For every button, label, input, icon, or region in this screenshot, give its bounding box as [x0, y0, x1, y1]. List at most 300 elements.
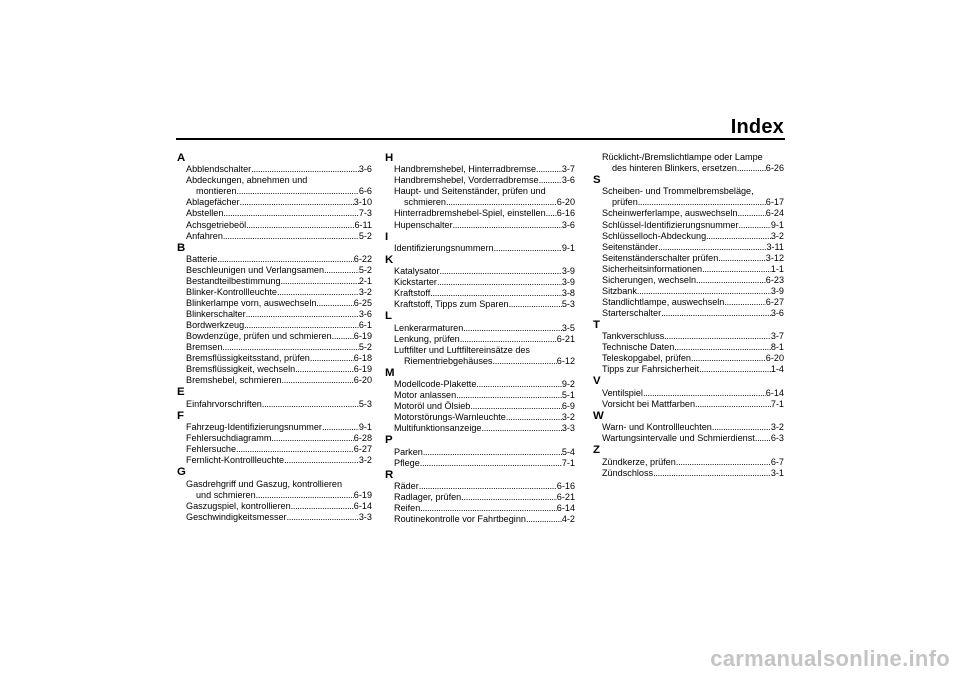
dot-leader — [658, 242, 766, 253]
index-entry-text: Bremsen — [186, 342, 223, 353]
index-page-number: 3-2 — [358, 455, 372, 466]
index-entry-text: Gaszugspiel, kontrollieren — [186, 500, 291, 511]
index-column-2 — [385, 152, 575, 525]
index-entry-text: Tipps zur Fahrsicherheit — [602, 364, 700, 375]
index-entry — [593, 457, 784, 468]
dot-leader — [661, 308, 771, 319]
index-entry-text: Zündschloss — [602, 467, 654, 478]
index-entry — [593, 275, 784, 286]
dot-leader — [324, 265, 359, 276]
index-entry — [177, 276, 372, 287]
dot-leader — [236, 186, 358, 197]
index-entry-text: Motor anlassen — [394, 390, 457, 401]
index-entry — [177, 512, 372, 523]
index-page-number: 6-14 — [556, 503, 575, 514]
dot-leader — [222, 342, 358, 353]
index-entry — [593, 422, 784, 433]
index-entry-text: Achsgetriebeöl — [186, 219, 247, 230]
index-page-number: 3-6 — [561, 219, 575, 230]
index-entry — [593, 308, 784, 319]
index-entry-text: Scheinwerferlampe, auswechseln — [602, 208, 738, 219]
section-letter: P — [385, 434, 393, 447]
index-entry — [177, 287, 372, 298]
dot-leader — [492, 356, 556, 367]
index-entry — [177, 197, 372, 208]
index-entry-text: Hinterradbremshebel-Spiel, einstellen — [394, 208, 546, 219]
index-entry-text: Zündkerze, prüfen — [602, 456, 676, 467]
index-entry-text: Kraftstoff — [394, 288, 431, 299]
index-page-number: 3-2 — [561, 412, 575, 423]
index-page-number: 6-3 — [770, 433, 784, 444]
index-entry — [593, 253, 784, 264]
dot-leader — [653, 468, 771, 479]
page-title: Index — [730, 116, 784, 138]
index-page-number: 6-20 — [765, 353, 784, 364]
index-entry-text: Hupenschalter — [394, 219, 453, 230]
index-entry-text: Schlüsselloch-Abdeckung — [602, 230, 707, 241]
index-page-number: 3-11 — [766, 241, 784, 252]
section-letter: M — [385, 366, 395, 379]
index-entry-text: Fehlersuchdiagramm — [186, 433, 272, 444]
index-entry — [593, 197, 784, 208]
index-entry — [177, 364, 372, 375]
index-entry-text: Schlüssel-Identifizierungsnummer — [602, 219, 739, 230]
index-entry — [385, 266, 575, 277]
index-entry-text: Ablagefächer — [186, 197, 240, 208]
watermark-text: carmanualsonline.info — [710, 646, 950, 671]
section-letter: Z — [593, 444, 600, 457]
index-entry — [177, 433, 372, 444]
index-entry — [177, 353, 372, 364]
index-page-number: 5-4 — [561, 446, 575, 457]
index-page-number: 3-9 — [561, 266, 575, 277]
index-entry — [593, 388, 784, 399]
dot-leader — [456, 390, 562, 401]
index-entry — [177, 501, 372, 512]
index-entry — [385, 164, 575, 175]
index-entry-text: Wartungsintervalle und Schmierdienst — [602, 433, 755, 444]
dot-leader — [546, 208, 557, 219]
index-page-number: 3-2 — [358, 287, 372, 298]
index-entry — [385, 243, 575, 254]
index-entry-text: Sitzbank — [602, 285, 637, 296]
dot-leader — [420, 503, 557, 514]
index-entry — [593, 231, 784, 242]
dot-leader — [691, 353, 766, 364]
index-entry — [593, 208, 784, 219]
index-entry — [385, 356, 575, 367]
index-page-number: 3-6 — [561, 175, 575, 186]
index-entry — [593, 264, 784, 275]
index-entry-text: Routinekontrolle vor Fahrtbeginn — [394, 514, 526, 525]
index-entry-text: Blinker-Kontrollleuchte — [186, 287, 277, 298]
index-entry-text: Tankverschluss — [602, 331, 665, 342]
index-entry-text: Reifen — [394, 503, 421, 514]
dot-leader — [461, 492, 557, 503]
index-entry — [177, 164, 372, 175]
index-entry — [385, 208, 575, 219]
index-entry-text: Technische Daten — [602, 342, 675, 353]
dot-leader — [287, 512, 359, 523]
index-page-number: 3-5 — [561, 322, 575, 333]
index-page-number: 3-12 — [765, 252, 784, 263]
dot-leader — [246, 309, 359, 320]
index-entry-text: Beschleunigen und Verlangsamen — [186, 264, 325, 275]
index-page-number: 6-25 — [353, 298, 372, 309]
index-page-number: 5-2 — [358, 342, 372, 353]
dot-leader — [310, 353, 354, 364]
index-page-number: 5-2 — [358, 264, 372, 275]
index-entry-text: Radlager, prüfen — [394, 492, 462, 503]
index-entry — [593, 433, 784, 444]
index-page-number: 5-3 — [358, 398, 372, 409]
index-page-number: 6-27 — [353, 444, 372, 455]
section-letter: K — [385, 253, 394, 266]
index-entry — [177, 331, 372, 342]
dot-leader — [240, 197, 354, 208]
index-entry-text: Abstellen — [186, 208, 224, 219]
index-entry — [385, 401, 575, 412]
index-entry — [385, 458, 575, 469]
index-entry-text: Fernlicht-Kontrollleuchte — [186, 455, 285, 466]
dot-leader — [718, 253, 766, 264]
dot-leader — [695, 399, 771, 410]
index-page-number: 3-6 — [358, 309, 372, 320]
dot-leader — [737, 163, 766, 174]
index-entry-text: Riementriebgehäuses — [404, 355, 493, 366]
index-page-number: 3-8 — [561, 288, 575, 299]
index-entry — [593, 286, 784, 297]
index-entry-text: Handbremshebel, Vorderradbremse — [394, 175, 539, 186]
index-page-number: 9-1 — [561, 242, 575, 253]
dot-leader — [281, 276, 359, 287]
index-page-number: 6-12 — [556, 355, 575, 366]
index-entry — [177, 444, 372, 455]
index-page-number: 9-2 — [561, 379, 575, 390]
dot-leader — [494, 243, 562, 254]
section-letter: T — [593, 318, 600, 331]
index-column-1 — [177, 152, 372, 523]
index-entry-text: Ventilspiel — [602, 387, 643, 398]
index-page-number: 6-14 — [353, 500, 372, 511]
index-entry-text: Rücklicht-/Bremslichtlampe oder Lampe — [602, 152, 763, 162]
index-entry-text: Handbremshebel, Hinterradbremse — [394, 164, 537, 175]
index-page-number: 6-9 — [561, 401, 575, 412]
index-entry-text: Motorstörungs-Warnleuchte — [394, 412, 506, 423]
index-page-number: 3-3 — [358, 511, 372, 522]
dot-leader — [246, 220, 354, 231]
index-page-number: 1-4 — [770, 364, 784, 375]
dot-leader — [638, 197, 766, 208]
index-entry — [385, 197, 575, 208]
dot-leader — [526, 514, 562, 525]
index-entry — [385, 447, 575, 458]
dot-leader — [706, 231, 771, 242]
section-letter: B — [177, 241, 186, 254]
index-page-number: 6-18 — [353, 353, 372, 364]
dot-leader — [437, 277, 562, 288]
dot-leader — [419, 481, 557, 492]
section-letter: S — [593, 174, 601, 187]
index-entry — [177, 309, 372, 320]
section-letter: I — [385, 230, 389, 243]
index-entry — [177, 342, 372, 353]
index-entry-text: Bremshebel, schmieren — [186, 375, 282, 386]
index-page-number: 9-1 — [770, 219, 784, 230]
dot-leader — [539, 175, 562, 186]
index-page-number: 3-3 — [561, 423, 575, 434]
dot-leader — [262, 399, 359, 410]
index-entry — [177, 422, 372, 433]
dot-leader — [476, 379, 561, 390]
index-entry — [593, 468, 784, 479]
index-entry-text: Bowdenzüge, prüfen und schmieren — [186, 331, 332, 342]
index-entry-text: Sicherheitsinformationen — [602, 263, 703, 274]
dot-leader — [699, 364, 771, 375]
index-entry-text: montieren — [196, 186, 237, 197]
index-page-number: 3-9 — [770, 285, 784, 296]
index-entry — [385, 390, 575, 401]
index-page-number: 6-20 — [556, 197, 575, 208]
index-entry-text: Parken — [394, 446, 423, 457]
index-entry-text: Warn- und Kontrollleuchten — [602, 422, 712, 433]
dot-leader — [674, 342, 771, 353]
dot-leader — [536, 164, 562, 175]
index-page-number: 3-7 — [770, 331, 784, 342]
section-letter: A — [177, 152, 186, 164]
index-page-number: 7-3 — [358, 208, 372, 219]
index-page-number: 3-9 — [561, 277, 575, 288]
dot-leader — [696, 275, 766, 286]
index-entry-text: Blinkerschalter — [186, 309, 246, 320]
index-page-number: 5-3 — [561, 299, 575, 310]
index-entry — [177, 298, 372, 309]
index-entry — [593, 353, 784, 364]
index-entry-text: Motoröl und Ölsieb — [394, 401, 471, 412]
index-page-number: 6-21 — [556, 333, 575, 344]
index-entry-text: Einfahrvorschriften — [186, 398, 262, 409]
index-page-number: 6-14 — [765, 387, 784, 398]
section-letter: F — [177, 409, 184, 422]
index-entry-text: Starterschalter — [602, 307, 662, 318]
dot-leader — [223, 208, 358, 219]
index-entry — [177, 265, 372, 276]
index-entry-text: Scheiben- und Trommelbremsbeläge, — [602, 186, 754, 197]
index-entry-text: Vorsicht bei Mattfarben — [602, 398, 696, 409]
index-entry-text: Räder — [394, 481, 419, 492]
index-entry-text: Bremsflüssigkeitsstand, prüfen — [186, 353, 310, 364]
index-entry-text: Anfahren — [186, 230, 223, 241]
index-page-number: 6-23 — [765, 274, 784, 285]
index-page-number: 6-11 — [354, 219, 372, 230]
index-entry-text: Abdeckungen, abnehmen und — [186, 175, 308, 186]
index-page-number: 3-2 — [770, 230, 784, 241]
dot-leader — [446, 197, 557, 208]
section-letter: R — [385, 468, 394, 481]
index-entry — [385, 220, 575, 231]
dot-leader — [430, 288, 562, 299]
index-entry-text: und schmieren — [196, 489, 256, 500]
dot-leader — [453, 220, 562, 231]
section-letter: W — [593, 409, 604, 422]
dot-leader — [420, 458, 562, 469]
index-entry — [177, 399, 372, 410]
dot-leader — [316, 298, 353, 309]
index-entry — [177, 455, 372, 466]
index-entry — [385, 175, 575, 186]
section-letter: E — [177, 386, 185, 399]
index-entry-text: Gasdrehgriff und Gaszug, kontrollieren — [186, 478, 343, 489]
index-page-number: 5-2 — [358, 230, 372, 241]
dot-leader — [664, 331, 771, 342]
index-page-number: 1-1 — [770, 263, 784, 274]
dot-leader — [277, 287, 359, 298]
dot-leader — [755, 433, 771, 444]
dot-leader — [256, 490, 354, 501]
dot-leader — [423, 447, 562, 458]
index-page-number: 6-19 — [353, 489, 372, 500]
index-entry — [177, 320, 372, 331]
dot-leader — [509, 299, 562, 310]
index-page-number: 3-2 — [770, 422, 784, 433]
index-entry-text: Haupt- und Seitenständer, prüfen und — [394, 186, 546, 197]
index-entry-text: Standlichtlampe, auswechseln — [602, 296, 725, 307]
index-entry-text: Seitenständer — [602, 241, 659, 252]
index-entry-text: Blinkerlampe vorn, auswechseln — [186, 298, 317, 309]
index-page-number: 6-20 — [353, 375, 372, 386]
index-entry — [593, 331, 784, 342]
index-entry-text: Abblendschalter — [186, 164, 252, 175]
dot-leader — [460, 334, 557, 345]
index-entry — [593, 364, 784, 375]
dot-leader — [217, 254, 353, 265]
dot-leader — [643, 388, 766, 399]
index-page-number: 7-1 — [561, 457, 575, 468]
dot-leader — [470, 401, 562, 412]
index-entry-text: Batterie — [186, 253, 218, 264]
section-letter: V — [593, 375, 601, 388]
index-entry — [385, 379, 575, 390]
dot-leader — [284, 455, 359, 466]
index-entry — [385, 334, 575, 345]
index-column-3 — [593, 152, 784, 479]
index-entry-text: Kraftstoff, Tipps zum Sparen — [394, 299, 509, 310]
index-page-number: 3-6 — [770, 307, 784, 318]
title-divider — [176, 138, 785, 140]
index-entry — [385, 412, 575, 423]
dot-leader — [506, 412, 562, 423]
index-page-number: 3-6 — [358, 164, 372, 175]
index-page-number: 6-26 — [765, 163, 784, 174]
index-page-number: 6-19 — [353, 331, 372, 342]
dot-leader — [440, 266, 562, 277]
index-entry-text: Sicherungen, wechseln — [602, 274, 697, 285]
index-entry-text: Seitenständerschalter prüfen — [602, 252, 719, 263]
section-letter: H — [385, 152, 394, 164]
index-entry-text: Katalysator — [394, 266, 440, 277]
index-entry-text: Modellcode-Plakette — [394, 379, 477, 390]
index-entry-text: Lenkerarmaturen — [394, 322, 464, 333]
index-entry-text: Lenkung, prüfen — [394, 333, 460, 344]
dot-leader — [712, 422, 771, 433]
index-entry — [177, 254, 372, 265]
index-entry — [177, 186, 372, 197]
section-letter: L — [385, 310, 392, 323]
index-entry — [593, 342, 784, 353]
index-entry-text: Bremsflüssigkeit, wechseln — [186, 364, 296, 375]
dot-leader — [463, 323, 562, 334]
dot-leader — [271, 433, 353, 444]
dot-leader — [724, 297, 765, 308]
index-page-number: 6-28 — [353, 433, 372, 444]
index-page-number: 8-1 — [770, 342, 784, 353]
index-page-number: 6-27 — [765, 296, 784, 307]
dot-leader — [291, 501, 354, 512]
index-page-number: 6-19 — [353, 364, 372, 375]
index-entry — [177, 208, 372, 219]
index-entry — [593, 297, 784, 308]
dot-leader — [244, 320, 359, 331]
dot-leader — [738, 220, 770, 231]
dot-leader — [282, 375, 354, 386]
index-entry-text: Bestandteilbestimmung — [186, 276, 281, 287]
index-page-number: 3-7 — [561, 164, 575, 175]
dot-leader — [251, 164, 359, 175]
index-page-number: 6-16 — [556, 481, 575, 492]
index-entry — [593, 163, 784, 174]
index-page-number: 7-1 — [770, 398, 784, 409]
index-page-number: 6-22 — [353, 253, 372, 264]
dot-leader — [295, 364, 354, 375]
index-entry — [385, 288, 575, 299]
index-page-number: 6-6 — [358, 186, 372, 197]
index-entry-text: Kickstarter — [394, 277, 437, 288]
index-entry — [385, 514, 575, 525]
index-entry — [177, 375, 372, 386]
index-entry-text: Geschwindigkeitsmesser — [186, 511, 287, 522]
index-entry-text: prüfen — [612, 197, 638, 208]
index-page-number: 3-10 — [353, 197, 372, 208]
index-entry — [593, 220, 784, 231]
index-page-number: 6-24 — [765, 208, 784, 219]
index-entry — [593, 399, 784, 410]
index-entry — [593, 242, 784, 253]
index-page-number: 6-1 — [358, 320, 372, 331]
dot-leader — [481, 423, 561, 434]
dot-leader — [637, 286, 771, 297]
index-entry-text: Fahrzeug-Identifizierungsnummer — [186, 422, 322, 433]
index-entry — [385, 503, 575, 514]
index-entry — [385, 492, 575, 503]
index-entry-text: Bordwerkzeug — [186, 320, 245, 331]
index-page-number: 6-21 — [556, 492, 575, 503]
index-entry-text: des hinteren Blinkers, ersetzen — [612, 163, 737, 174]
index-entry-text: Identifizierungsnummern — [394, 242, 494, 253]
dot-leader — [223, 231, 359, 242]
index-entry-text: Luftfilter und Luftfiltereinsätze des — [394, 344, 530, 355]
index-entry — [385, 323, 575, 334]
index-entry-text: Fehlersuche — [186, 444, 237, 455]
index-page-number: 6-7 — [770, 456, 784, 467]
index-page-number: 4-2 — [561, 514, 575, 525]
index-entry — [177, 490, 372, 501]
dot-leader — [332, 331, 354, 342]
index-entry-text: Teleskopgabel, prüfen — [602, 353, 691, 364]
index-entry — [177, 231, 372, 242]
dot-leader — [236, 444, 354, 455]
index-entry — [385, 299, 575, 310]
index-entry — [385, 423, 575, 434]
